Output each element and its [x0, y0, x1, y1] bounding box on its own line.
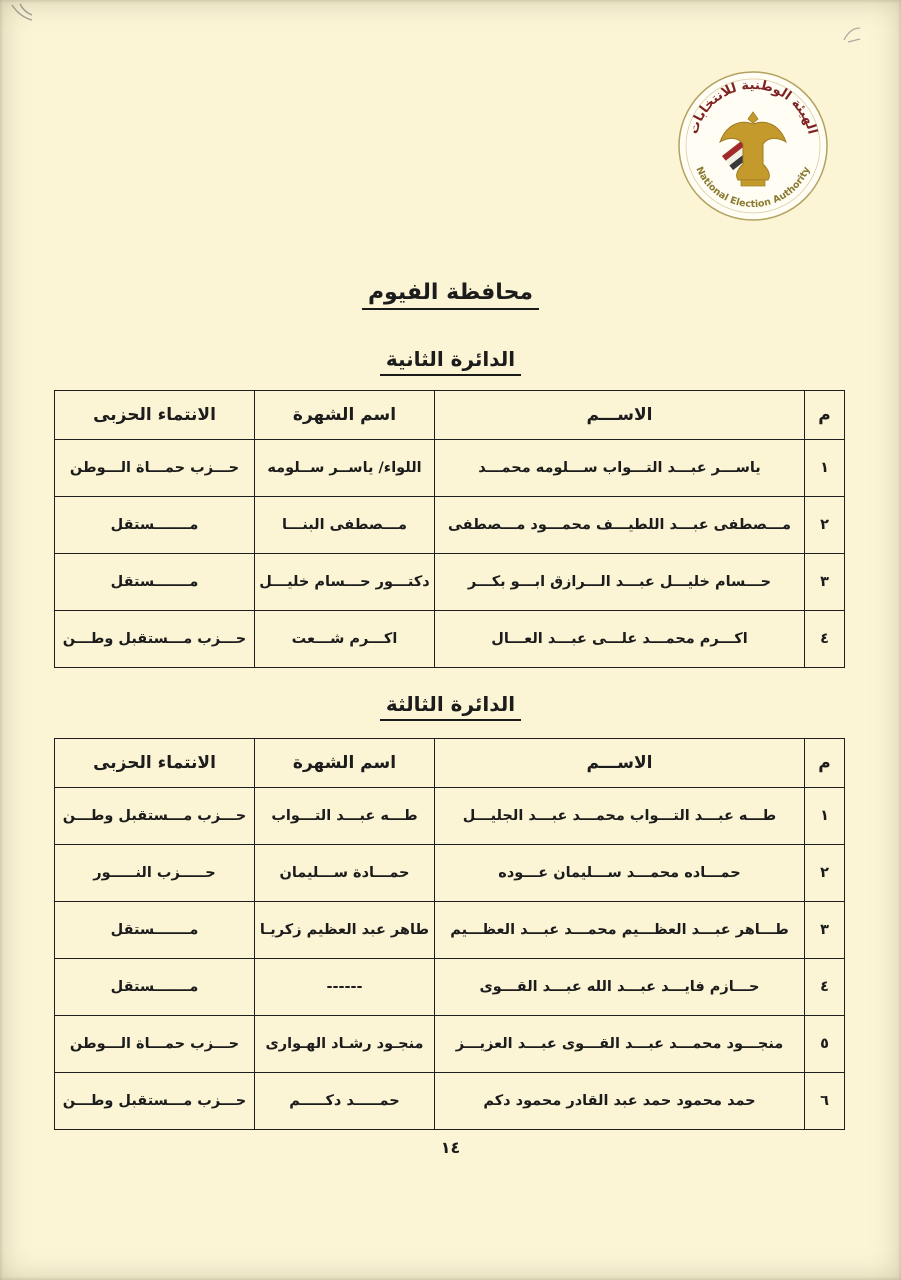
cell-party: حـــــزب النـــــور: [55, 845, 255, 902]
district3-title-wrap: [0, 692, 901, 721]
cell-name: حـــسام خليـــل عبـــد الـــرازق ابـــو بكـــر: [435, 554, 805, 611]
district3-table: [54, 738, 845, 1130]
seal-english-text: National Election Authority: [693, 165, 813, 211]
header-number: م: [805, 391, 845, 440]
cell-number: ٢: [805, 845, 845, 902]
cell-known-name: طاهر عبد العظيم زكريـا: [255, 902, 435, 959]
table-row: [55, 845, 845, 902]
cell-party: حـــزب حمـــاة الـــوطن: [55, 440, 255, 497]
cell-known-name: منجـود رشـاد الهـوارى: [255, 1016, 435, 1073]
header-party: الانتماء الحزبى: [55, 739, 255, 788]
cell-known-name: مـــصطفى البنـــا: [255, 497, 435, 554]
table-row: [55, 788, 845, 845]
pen-mark-top-left: [6, 2, 46, 28]
cell-name: منجـــود محمـــد عبـــد القـــوى عبـــد العزيـــز: [435, 1016, 805, 1073]
page-number: ١٤: [440, 1138, 461, 1157]
cell-number: ١: [805, 788, 845, 845]
table-row: [55, 611, 845, 668]
cell-number: ٣: [805, 554, 845, 611]
header-known-name: اسم الشهرة: [255, 739, 435, 788]
table-header-row: [55, 739, 845, 788]
pen-mark-top-right: [838, 22, 868, 48]
cell-party: حـــزب مـــستقبل وطـــن: [55, 611, 255, 668]
cell-name: حـــازم فايـــد عبـــد الله عبـــد القـــوى: [435, 959, 805, 1016]
district2-title: الدائرة الثانية: [380, 347, 521, 376]
table-header-row: [55, 391, 845, 440]
governorate-title-wrap: [0, 280, 901, 310]
cell-name: ياســـر عبـــد التـــواب ســـلومه محمـــد: [435, 440, 805, 497]
district2-title-wrap: [0, 347, 901, 376]
cell-number: ٣: [805, 902, 845, 959]
table-row: [55, 1016, 845, 1073]
seal-arabic-text: الهيئة الوطنية للانتخابات: [686, 77, 820, 136]
table-row: [55, 1073, 845, 1130]
cell-known-name: حمـــادة ســـليمان: [255, 845, 435, 902]
header-name: الاســـم: [435, 391, 805, 440]
district2-table: [54, 390, 845, 668]
cell-known-name: اللواء/ ياســر ســلومه: [255, 440, 435, 497]
cell-number: ٤: [805, 959, 845, 1016]
header-name: الاســـم: [435, 739, 805, 788]
cell-known-name: طـــه عبـــد التـــواب: [255, 788, 435, 845]
table-row: [55, 959, 845, 1016]
cell-name: حمـــاده محمـــد ســـليمان عـــوده: [435, 845, 805, 902]
cell-party: حـــزب مـــستقبل وطـــن: [55, 788, 255, 845]
cell-party: حـــزب حمـــاة الـــوطن: [55, 1016, 255, 1073]
table-row: [55, 554, 845, 611]
cell-number: ٦: [805, 1073, 845, 1130]
governorate-title: محافظة الفيوم: [362, 280, 539, 310]
cell-number: ٤: [805, 611, 845, 668]
cell-number: ٢: [805, 497, 845, 554]
cell-name: اكـــرم محمـــد علـــى عبـــد العـــال: [435, 611, 805, 668]
nea-logo-svg: [677, 70, 829, 222]
cell-known-name: اكـــرم شـــعت: [255, 611, 435, 668]
cell-known-name: حمـــــد دكـــــم: [255, 1073, 435, 1130]
district3-title: الدائرة الثالثة: [380, 692, 521, 721]
cell-number: ١: [805, 440, 845, 497]
header-known-name: اسم الشهرة: [255, 391, 435, 440]
table-row: [55, 497, 845, 554]
cell-name: مـــصطفى عبـــد اللطيـــف محمـــود مـــصطفى: [435, 497, 805, 554]
cell-name: طـــاهر عبـــد العظـــيم محمـــد عبـــد العظـــيم: [435, 902, 805, 959]
cell-known-name: دكتـــور حـــسام خليـــل: [255, 554, 435, 611]
cell-known-name: ------: [255, 959, 435, 1016]
cell-number: ٥: [805, 1016, 845, 1073]
header-party: الانتماء الحزبى: [55, 391, 255, 440]
cell-party: مـــــــستقل: [55, 497, 255, 554]
table-row: [55, 902, 845, 959]
table-row: [55, 440, 845, 497]
cell-party: مـــــــستقل: [55, 959, 255, 1016]
cell-party: مـــــــستقل: [55, 554, 255, 611]
nea-logo: [677, 70, 829, 222]
cell-party: حـــزب مـــستقبل وطـــن: [55, 1073, 255, 1130]
cell-name: طـــه عبـــد التـــواب محمـــد عبـــد الجليـــل: [435, 788, 805, 845]
cell-name: حمد محمود حمد عبد القادر محمود دكم: [435, 1073, 805, 1130]
cell-party: مـــــــستقل: [55, 902, 255, 959]
header-number: م: [805, 739, 845, 788]
